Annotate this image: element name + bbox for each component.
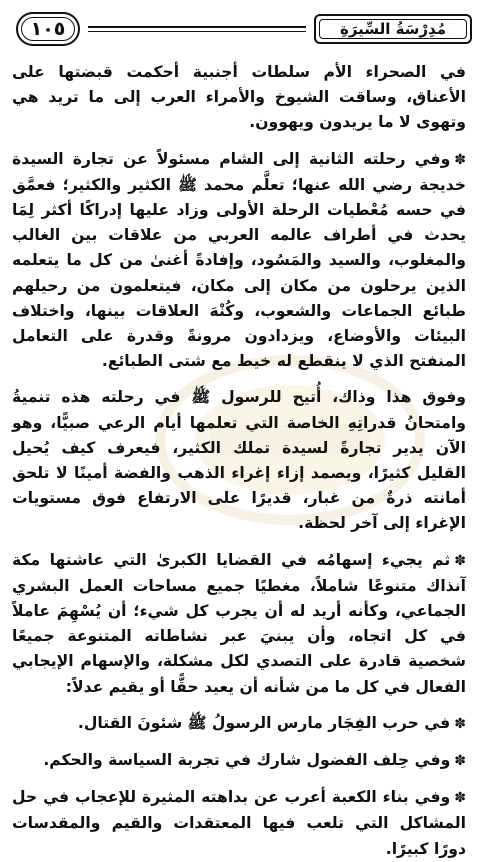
flower-bullet-icon: ✽ [454,552,466,569]
paragraph [12,147,466,375]
header-rule [88,26,306,28]
paragraph-text: وفي حِلف الفضول شارك في تجربة السياسة والحكم. [43,751,451,770]
paragraph-text: وفي رحلته الثانية إلى الشام مسئولاً عن تجارة السيدة خديجة رضي الله عنها؛ تعلَّم محمد ﷺ الكثير والكثير؛ فعمَّق في حسه مُعْطيات الرحلة الأولى وزاد عليها إدراكًا أكثر لِمَا يحدث في أطراف عالمه العربي من علاقات بين الغالب والمغلوب، والسيد والمَسُود، وإفادةً أغنىٰ من كل ما يتعلمه الذين يرحلون من مكان إلى مكان، فيتعلمون من رحيلهم طبائع الجماعات والشعوب، وكُنْهَ العلاقات بينها، واختلاف البيئات والأوضاع، ويزدادون مرونةً وقدرة على التعامل المنفتح الذي لا ينقطع له خيط مع شتى الطبائع. [12,149,466,371]
paragraph [12,548,466,700]
flower-bullet-icon: ✽ [454,715,466,732]
page-number [16,12,80,46]
flower-bullet-icon: ✽ [454,151,466,168]
paragraph [12,385,466,536]
paragraph [12,785,466,862]
page-body [12,60,466,858]
page-number-text: ١٠٥ [30,18,66,40]
book-title [314,14,472,44]
paragraph-text: ثم يجيء إسهامُه في القضايا الكبرىٰ التي عاشتها مكة آنذاك متنوعًا شاملاً، مغطيًا جميع مساحات العمل البشري الجماعي، وكأنه أريد له أن يجرب كل شيء؛ أن يُسْهِمَ عاملاً في كل اتجاه، وأن يبنيَ عبر نشاطاته المتنوعة جميعًا شخصية قادرة على التصدي لكل مشكلة، والإسهام الإيجابي الفعال في كل ما من شأنه أن يعيد حقًّا أو يقيم عدلاً: [12,550,466,696]
paragraph-text: في الصحراء الأم سلطات أجنبية أحكمت قبضتها على الأعناق، وساقت الشيوخ والأمراء العرب إلى ما تريد هي وتهوى لا ما يريدون ويهوون. [12,63,466,132]
paragraph [12,60,466,136]
paragraph-text: وفي بناء الكعبة أعرب عن بداهته المثيرة للإعجاب في حل المشاكل التي تلعب فيها المعتقدات والقيم والمقدسات دورًا كبيرًا. [12,788,466,858]
paragraph-text: وفوق هذا وذاك، أُتيح للرسول ﷺ في رحلته هذه تنميةُ وامتحانُ قدراتِهِ الخاصة التي تعلمها أيام الرعي صبيًّا، وهو الآن يدير تجارةً لسيدة تملك الكثير، فيعرف كيف يُحيل القليل كثيرًا، ويصمد إزاء إغراء الذهب والفضة أمينًا لا تلحق أمانته ذرةٌ من غبار، قديرًا على الارتفاع فوق مستويات الإغراء إلى آخر لحظة. [12,388,466,533]
paragraph [12,711,466,737]
flower-bullet-icon: ✽ [454,753,466,770]
page-header [10,12,472,50]
flower-bullet-icon: ✽ [454,790,466,807]
book-title-text: مُدِرْسَةُ السِّيرَةِ [340,20,447,38]
paragraph-text: في حرب الفِجَار مارس الرسولُ ﷺ شئونَ القتال. [77,713,451,732]
paragraph [12,748,466,774]
